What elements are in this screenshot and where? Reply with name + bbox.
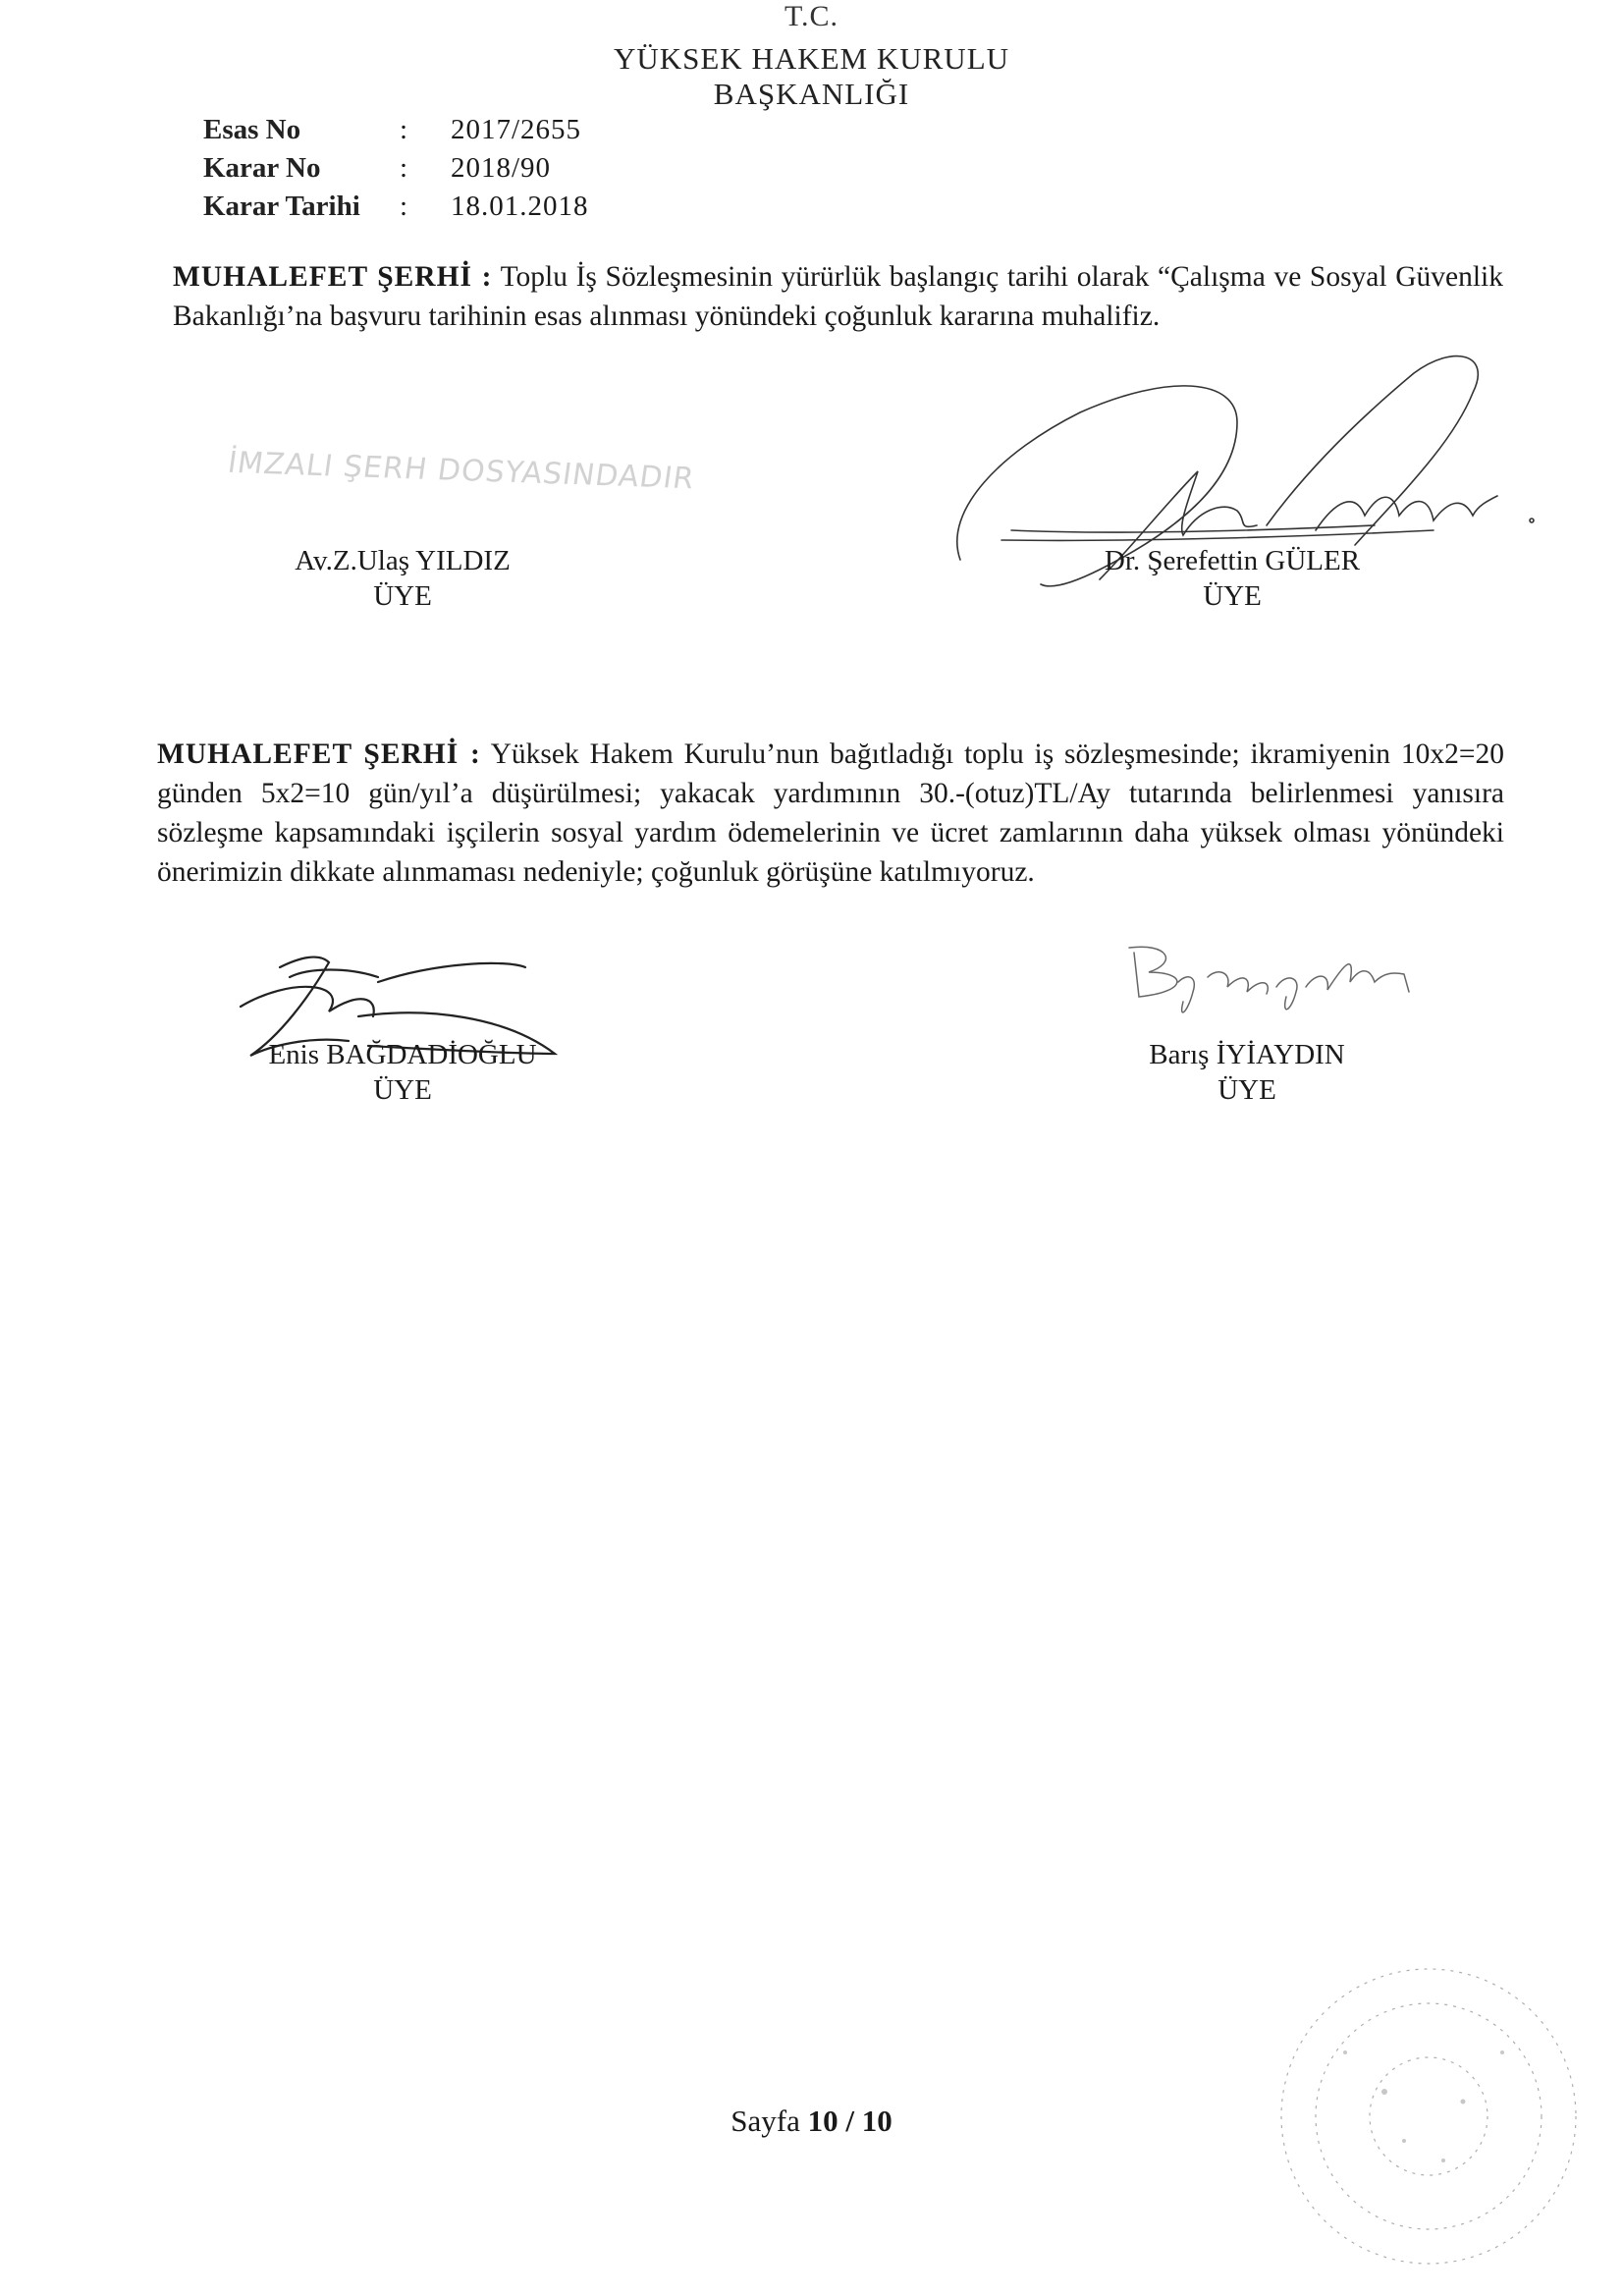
signatory-role: ÜYE [1217,1074,1276,1106]
case-metadata [203,114,589,229]
signatory-role: ÜYE [373,580,432,612]
signatory-name: Enis BAĞDADİOĞLU [268,1039,537,1070]
page-count: 10 / 10 [807,2104,893,2138]
signatory-bagdadioglu [196,1037,609,1108]
dissent-text: Toplu İş Sözleşmesinin yürürlük başlangıç tarihi olarak “Çalışma ve Sosyal Güvenlik Bakanlığı’na başvuru tarihinin esas alınması yönündeki çoğunluk kararına muhalifiz. [173,261,1503,332]
meta-value: 2017/2655 [451,114,582,145]
meta-colon: : [400,152,408,184]
signatory-yildiz [196,543,609,614]
meta-key: Karar Tarihi [203,191,360,222]
meta-row-karar [203,152,589,191]
dissent-opinion-1 [173,257,1503,336]
dissent-opinion-2 [157,735,1504,892]
signatory-name: Av.Z.Ulaş YILDIZ [295,545,511,576]
meta-row-tarih [203,191,589,229]
header-presidency: BAŞKANLIĞI [713,77,910,111]
header-tc: T.C. [784,0,839,32]
meta-key: Karar No [203,152,321,184]
signed-dissent-stamp: İMZALI ŞERH DOSYASINDADIR [225,445,697,497]
header-institution: YÜKSEK HAKEM KURULU [613,41,1010,76]
signatory-role: ÜYE [373,1074,432,1106]
meta-value: 2018/90 [451,152,552,184]
signatory-name: Dr. Şerefettin GÜLER [1104,545,1361,576]
page-number [0,2104,1623,2139]
signatory-name: Barış İYİAYDIN [1149,1039,1345,1070]
meta-row-esas [203,114,589,152]
dissent-label: MUHALEFET ŞERHİ : [157,738,481,770]
meta-colon: : [400,114,408,145]
meta-value: 18.01.2018 [451,191,589,222]
meta-key: Esas No [203,114,301,145]
dissent-text: Yüksek Hakem Kurulu’nun bağıtladığı toplu iş sözleşmesinde; ikramiyenin 10x2=20 günden 5x2=10 gün/yıl’a düşürülmesi; yakacak yardımının 30.-(otuz)TL/Ay tutarında belirlenmesi yanısıra sözleşme kapsamındaki işçilerin sosyal yardım ödemelerinin ve ücret zamlarının daha yüksek olması yönündeki önerimizin dikkate alınmaması nedeniyle; çoğunluk görüşüne katılmıyoruz. [157,738,1504,888]
dissent-label: MUHALEFET ŞERHİ : [173,261,493,293]
signatory-role: ÜYE [1203,580,1262,612]
signatory-iyiaydin [1041,1037,1453,1108]
meta-colon: : [400,191,408,222]
page-prefix: Sayfa [730,2104,808,2138]
signature-iyiaydin [1109,933,1463,1041]
signatory-guler [1026,543,1438,614]
